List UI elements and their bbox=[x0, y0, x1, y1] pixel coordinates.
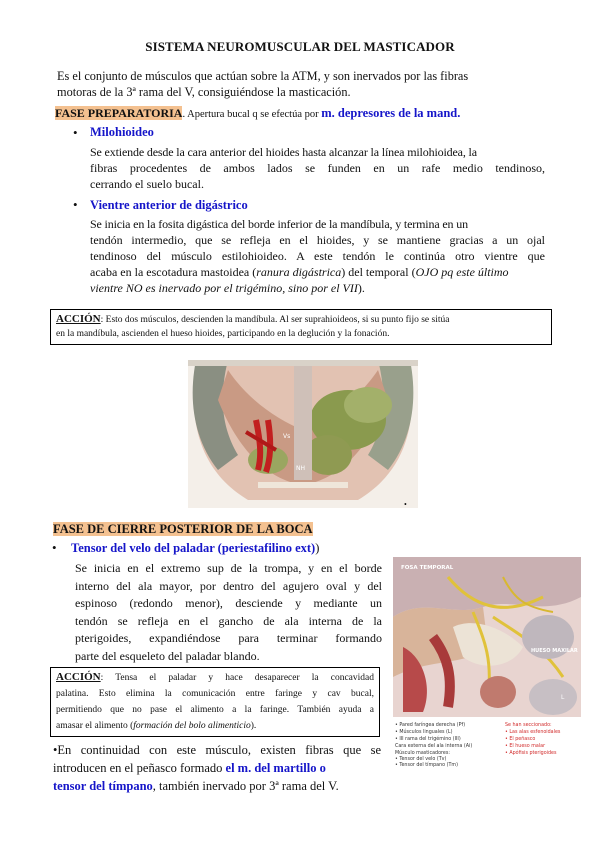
text-line: tendón intermedio, que se refleja en el hioides, y se mantiene gracias a un ojal bbox=[90, 233, 545, 247]
accion-box-2 bbox=[50, 667, 380, 737]
milohioideo-description bbox=[90, 144, 545, 192]
accion-box-1 bbox=[50, 309, 552, 345]
intro-paragraph bbox=[57, 68, 545, 100]
text-line: fibras procedentes de ambos lados se funden en un rafe medio tendinoso, bbox=[90, 161, 545, 175]
text-fragment: , también inervado por 3ª rama del V. bbox=[152, 779, 339, 793]
text-line: cerrando el suelo bucal. bbox=[90, 177, 204, 191]
anatomy-illustration-tensor-velo bbox=[393, 557, 581, 767]
anatomy-illustration-svg bbox=[393, 557, 581, 767]
legend-item: • Tensor del tímpano (Tm) bbox=[395, 763, 458, 767]
text-line bbox=[53, 777, 381, 795]
bullet-digastrico bbox=[73, 197, 78, 213]
legend-item: • Tensor del velo (Tv) bbox=[395, 757, 447, 762]
text-line: parte del esqueleto del paladar blando. bbox=[75, 648, 260, 663]
text-line: Se extiende desde la cara anterior del hioides hasta alcanzar la línea milohioidea, la bbox=[90, 145, 477, 159]
text-line: Se inicia en la fosita digástica del borde inferior de la mandíbula, y termina en un bbox=[90, 217, 468, 231]
text-line: tendón se refleja en el gancho de ala interna de la bbox=[75, 613, 382, 628]
text-line bbox=[56, 312, 546, 327]
text-line bbox=[56, 718, 374, 734]
text-line bbox=[90, 280, 545, 296]
fase-cierre-line bbox=[53, 522, 313, 537]
legend-item: • El hueso malar bbox=[505, 744, 546, 749]
figure-label: HUESO MAXILAR bbox=[531, 648, 578, 654]
tensor-velo-title bbox=[71, 541, 319, 556]
figure-dot: • bbox=[404, 500, 407, 509]
text-emphasis: el m. del martillo o bbox=[225, 761, 326, 775]
text-fragment: : Tensa el paladar y hace desaparecer la concavidad bbox=[100, 673, 374, 683]
text-line: tendinoso del músculo estilohioideo. A este tendón le continúa otro vientre que bbox=[90, 249, 545, 263]
legend-item: • Apófisis pterigoides bbox=[505, 751, 557, 756]
text-fragment: ). bbox=[250, 721, 257, 731]
text-italic: vientre NO es inervado por el trigémino, sino por el VII bbox=[90, 281, 358, 295]
page-title: SISTEMA NEUROMUSCULAR DEL MASTICADOR bbox=[145, 39, 455, 54]
text-fragment: acaba en la escotadura mastoidea ( bbox=[90, 265, 257, 279]
text-italic: OJO pq este último bbox=[415, 265, 509, 279]
text-line: •En continuidad con este músculo, existen fibras que se bbox=[53, 743, 381, 757]
continuidad-paragraph bbox=[53, 741, 381, 795]
fase-cierre-heading: FASE DE CIERRE POSTERIOR DE LA BOCA bbox=[53, 522, 313, 536]
text-line: permitiendo que no pase el alimento a la faringe. También ayuda a bbox=[56, 705, 374, 715]
anatomy-illustration-suprahyoid bbox=[188, 360, 418, 508]
legend-item: • Músculos linguales (L) bbox=[395, 730, 453, 735]
text-line: palatina. Esto elimina la comunicación entre faringe y cav bucal, bbox=[56, 689, 374, 699]
text-fragment: ). bbox=[357, 281, 365, 295]
text-fragment: : Esto dos músculos, descienden la mandíbula. Al ser suprahioideos, si su punto fijo se sitúa bbox=[100, 315, 450, 325]
bullet: • bbox=[73, 125, 78, 140]
text-fragment: ) bbox=[315, 541, 320, 555]
text-fragment: ) del temporal ( bbox=[341, 265, 416, 279]
figure-label: Vs bbox=[283, 433, 291, 440]
text-line: en la mandíbula, ascienden el hueso hioides, participando en la deglución y la fonación. bbox=[56, 329, 390, 339]
figure-label: NH bbox=[296, 465, 305, 472]
text-italic: ranura digástrica bbox=[256, 265, 342, 279]
bullet-milohioideo bbox=[73, 125, 78, 141]
digastrico-description bbox=[90, 216, 545, 296]
legend-item: Cara externa del ala interna (Ai) bbox=[395, 744, 473, 749]
legend-item: • III rama del trigémino (III) bbox=[395, 737, 461, 742]
tensor-velo-description bbox=[75, 560, 382, 665]
text-line bbox=[90, 264, 545, 280]
text-fragment: amasar el alimento ( bbox=[56, 721, 134, 731]
intro-line: motoras de la 3ª rama del V, consiguiéndose la masticación. bbox=[57, 85, 351, 99]
legend-item: • El peñasco bbox=[505, 737, 536, 742]
legend-item: • Pared faríngea derecha (Pf) bbox=[395, 723, 466, 728]
accion-label: ACCIÓN bbox=[56, 313, 101, 325]
text-fragment: introducen en el peñasco formado bbox=[53, 761, 226, 775]
bullet: • bbox=[73, 197, 78, 212]
digastrico-name: Vientre anterior de digástrico bbox=[90, 198, 248, 212]
text-line: interno del ala mayor, por dentro del agujero oval y del bbox=[75, 578, 382, 593]
text-emphasis: tensor del tímpano bbox=[53, 779, 153, 793]
legend-item: Músculo masticadores: bbox=[395, 751, 450, 756]
legend-item: • Las alas esfenoidales bbox=[505, 730, 561, 735]
text-line: pterigoides, expandiéndose para terminar formando bbox=[75, 631, 382, 645]
text-line: Se inicia en el extremo sup de la trompa, y en el borde bbox=[75, 561, 382, 575]
bullet: • bbox=[52, 540, 57, 555]
fase-preparatoria-heading: FASE PREPARATORIA bbox=[55, 106, 183, 120]
fase-preparatoria-line bbox=[55, 106, 555, 121]
milohioideo-name: Milohioideo bbox=[90, 125, 154, 139]
tensor-velo-name: Tensor del velo del paladar (periestafilino ext) bbox=[71, 541, 316, 555]
text-line bbox=[53, 759, 381, 777]
text-line bbox=[56, 669, 374, 686]
bullet-tensor-velo bbox=[52, 540, 57, 556]
fase-preparatoria-text: . Apertura bucal q se efectúa por bbox=[182, 109, 322, 120]
anatomy-illustration-svg bbox=[188, 360, 418, 508]
fase-preparatoria-emphasis: m. depresores de la mand. bbox=[321, 106, 461, 120]
text-italic: formación del bolo alimenticio bbox=[133, 721, 251, 731]
figure-label: FOSA TEMPORAL bbox=[401, 565, 454, 571]
legend-title: Se han seccionado: bbox=[505, 723, 552, 728]
intro-line: Es el conjunto de músculos que actúan sobre la ATM, y son inervados por las fibras bbox=[57, 69, 469, 83]
text-line: espinoso (redondo menor), desciende y mediante un bbox=[75, 596, 382, 610]
figure-label: L bbox=[561, 694, 565, 701]
accion-label: ACCIÓN bbox=[56, 671, 101, 683]
